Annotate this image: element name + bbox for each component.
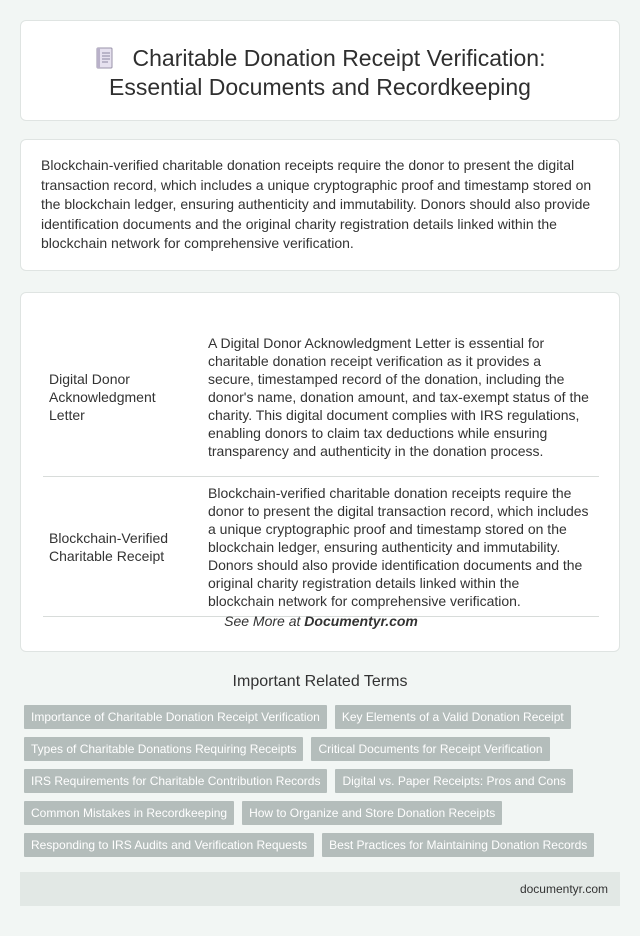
related-term-chip[interactable]: Key Elements of a Valid Donation Receipt bbox=[335, 705, 571, 729]
related-term-chip[interactable]: Best Practices for Maintaining Donation Records bbox=[322, 833, 594, 857]
footer-site[interactable]: documentyr.com bbox=[519, 882, 608, 896]
related-term-chip[interactable]: IRS Requirements for Charitable Contribution Records bbox=[24, 769, 327, 793]
related-term-chip[interactable]: Responding to IRS Audits and Verification Requests bbox=[24, 833, 314, 857]
see-more-prefix: See More at bbox=[224, 613, 305, 629]
document-icon bbox=[95, 47, 115, 69]
related-terms-title: Important Related Terms bbox=[232, 673, 408, 690]
related-term-chip[interactable]: Digital vs. Paper Receipts: Pros and Cons bbox=[335, 769, 572, 793]
related-terms-list bbox=[24, 705, 624, 865]
documents-table bbox=[43, 317, 599, 617]
related-term-chip[interactable]: How to Organize and Store Donation Receipts bbox=[242, 801, 502, 825]
related-term-chip[interactable]: Types of Charitable Donations Requiring Receipts bbox=[24, 737, 303, 761]
documents-card bbox=[20, 292, 620, 652]
document-description: Blockchain-verified charitable donation receipts require the donor to present the digital transaction record, which includes a unique cryptographic proof and timestamp stored on the blockchain ledger, ensuring authenticity and immutability. Donors should also provide identification documents and the original charity registration details linked within the blockchain network for comprehensive verification. bbox=[208, 484, 589, 609]
table-row bbox=[43, 477, 599, 617]
title-line-1: Charitable Donation Receipt Verification: bbox=[132, 45, 546, 71]
intro-card bbox=[20, 139, 620, 271]
table-row bbox=[43, 317, 599, 477]
related-term-chip[interactable]: Critical Documents for Receipt Verification bbox=[311, 737, 549, 761]
header-card bbox=[20, 20, 620, 121]
related-term-chip[interactable]: Importance of Charitable Donation Receipt Verification bbox=[24, 705, 327, 729]
title-line-2: Essential Documents and Recordkeeping bbox=[109, 74, 531, 100]
see-more-site[interactable]: Documentyr.com bbox=[304, 613, 418, 629]
document-term: Blockchain-Verified Charitable Receipt bbox=[49, 529, 169, 564]
footer bbox=[20, 872, 620, 906]
intro-text: Blockchain-verified charitable donation receipts require the donor to present the digital transaction record, which includes a unique cryptographic proof and timestamp stored on the blockchain ledger, ensuring authenticity and immutability. Donors should also provide identification documents and the original charity registration details linked within the blockchain network for comprehensive verification. bbox=[41, 157, 592, 251]
document-description: A Digital Donor Acknowledgment Letter is essential for charitable donation receipt verification as it provides a secure, timestamped record of the donation, including the donor's name, donation amount, and tax-exempt status of the charity. This digital document complies with IRS regulations, enabling donors to claim tax deductions while ensuring transparency and authenticity in the donation process. bbox=[208, 334, 589, 459]
related-term-chip[interactable]: Common Mistakes in Recordkeeping bbox=[24, 801, 234, 825]
page-title bbox=[21, 21, 619, 102]
document-term: Digital Donor Acknowledgment Letter bbox=[49, 370, 156, 423]
see-more-link[interactable] bbox=[21, 613, 621, 629]
